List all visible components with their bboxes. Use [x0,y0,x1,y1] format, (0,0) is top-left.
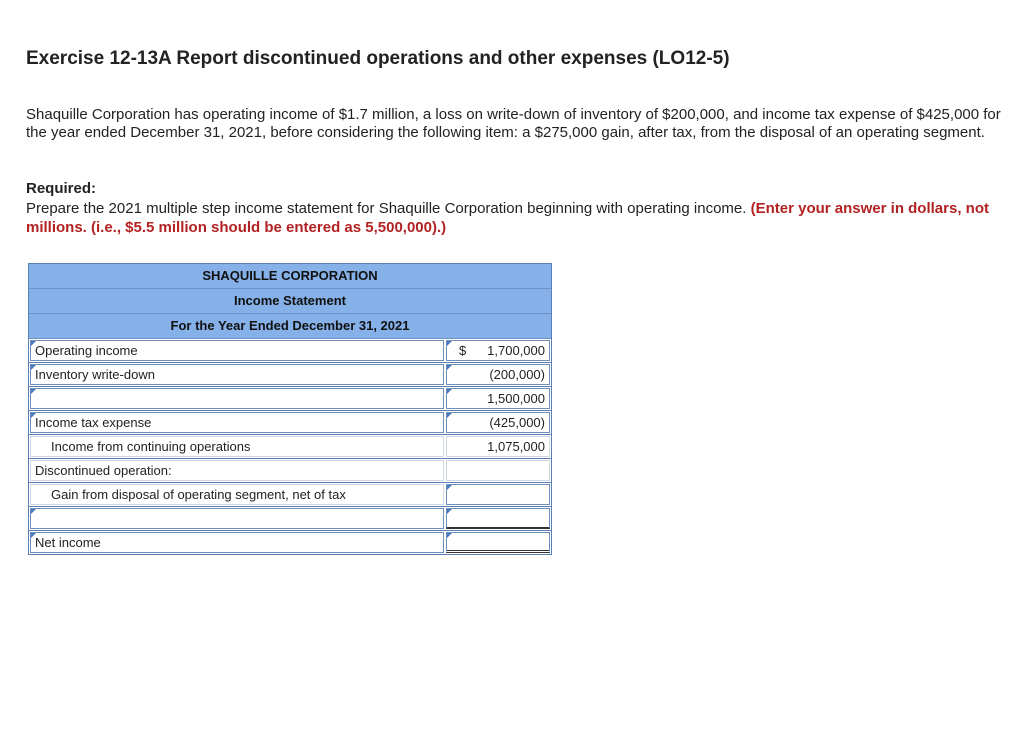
required-text: Prepare the 2021 multiple step income statement for Shaquille Corporation beginning with operating income. [26,200,747,217]
table-row [29,483,551,507]
table-row [29,387,551,411]
required-label: Required: [26,180,97,197]
table-row [29,363,551,387]
table-row [29,459,551,483]
statement-period: For the Year Ended December 31, 2021 [29,314,551,339]
row-amount-input[interactable] [446,340,550,361]
table-row [29,435,551,459]
income-statement-table [28,263,552,555]
row-label-select[interactable] [30,388,444,409]
row-amount [446,460,550,481]
table-row [29,339,551,363]
row-label-select[interactable] [30,508,444,529]
exercise-title: Exercise 12-13A Report discontinued operations and other expenses (LO12-5) [26,48,730,69]
row-label-select[interactable]: Operating income [30,340,444,361]
row-amount-input[interactable]: (200,000) [446,364,550,385]
row-label: Gain from disposal of operating segment, net of tax [30,484,444,505]
required-note: (Enter your answer in dollars, not millions. (i.e., $5.5 million should be entered as 5,500,000).) [26,200,989,236]
row-label: Income from continuing operations [30,436,444,457]
row-label-select[interactable]: Income tax expense [30,412,444,433]
required-instructions [26,199,1016,237]
row-label-select[interactable]: Inventory write-down [30,364,444,385]
row-label: Discontinued operation: [30,460,444,481]
amount-value: 1,700,000 [487,343,545,358]
table-row [29,531,551,554]
row-amount-input[interactable]: 1,500,000 [446,388,550,409]
row-label-select[interactable]: Net income [30,532,444,553]
net-income-input[interactable] [446,532,550,553]
dollar-sign: $ [459,343,467,358]
row-amount-input[interactable] [446,508,550,529]
problem-text: Shaquille Corporation has operating income of $1.7 million, a loss on write-down of inventory of $200,000, and income tax expense of $425,000 for the year ended December 31, 2021, before considering the following item: a $275,000 gain, after tax, from the disposal of an operating segment. [26,106,1001,141]
statement-name: Income Statement [29,289,551,314]
row-amount-input[interactable]: (425,000) [446,412,550,433]
statement-company: SHAQUILLE CORPORATION [29,264,551,289]
table-row [29,411,551,435]
row-amount: 1,075,000 [446,436,550,457]
table-row [29,507,551,531]
row-amount-input[interactable] [446,484,550,505]
